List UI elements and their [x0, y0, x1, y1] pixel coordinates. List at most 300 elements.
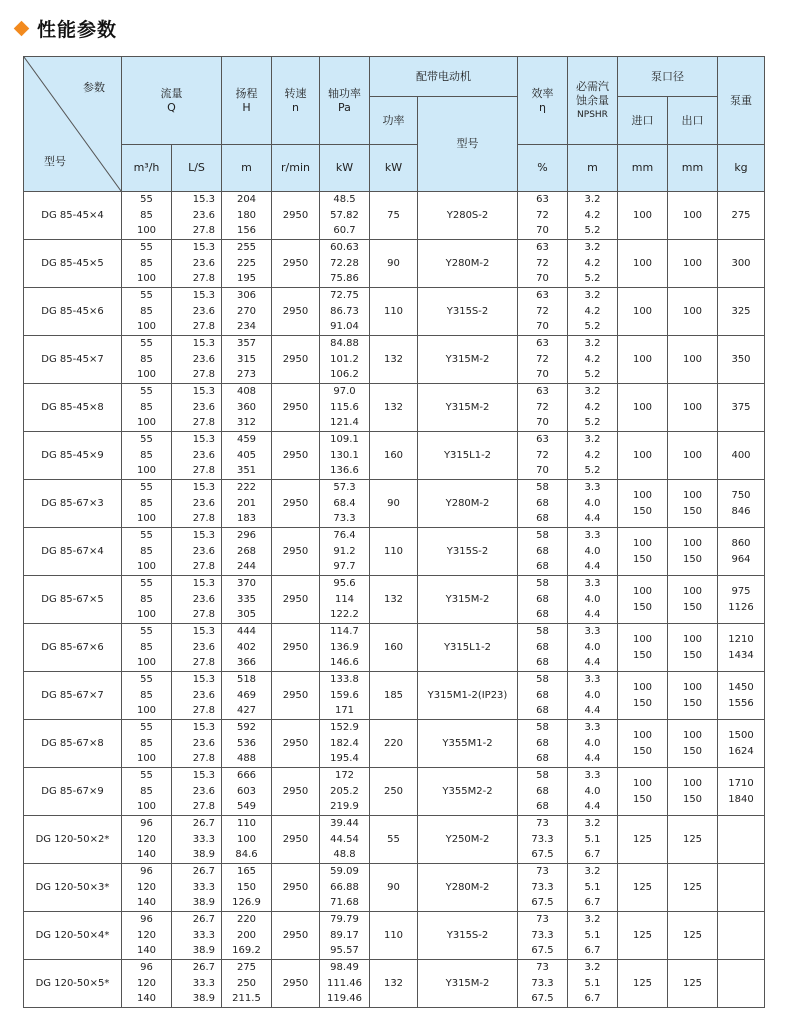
unit-outlet: mm [668, 145, 718, 192]
head-cell-value: 549 [236, 801, 257, 813]
efficiency-cell-value: 73 [536, 914, 549, 926]
inlet-cell [618, 768, 668, 816]
shaft-power-cell-value: 114 [334, 593, 355, 605]
head-cell-value: 273 [236, 369, 257, 381]
flow-ls-cell-value: 27.8 [192, 753, 215, 765]
head-cell-value: 305 [236, 609, 257, 621]
flow-ls-cell-value: 23.6 [192, 689, 215, 701]
table-row [24, 432, 765, 480]
table-row [24, 192, 765, 240]
motor-type-cell: Y315S-2 [418, 288, 518, 336]
outlet-cell [668, 816, 718, 864]
flow-m3h-cell-value: 85 [140, 401, 153, 413]
efficiency-cell-value: 73.3 [531, 977, 554, 989]
shaft-power-cell-value: 195.4 [330, 753, 359, 765]
speed-header: 转速 n [272, 57, 320, 145]
flow-m3h-cell-value: 96 [140, 866, 153, 878]
head-cell [222, 960, 272, 1008]
head-cell-value: 592 [236, 722, 257, 734]
flow-m3h-cell-value: 120 [136, 977, 157, 989]
flow-m3h-cell [122, 624, 172, 672]
flow-ls-cell-value: 38.9 [192, 897, 215, 909]
weight-cell [718, 912, 765, 960]
flow-ls-cell-value: 23.6 [192, 641, 215, 653]
motor-power-cell: 132 [370, 336, 418, 384]
npshr-cell-value: 3.2 [584, 194, 601, 206]
unit-shaft-power: kW [320, 145, 370, 192]
flow-m3h-cell [122, 192, 172, 240]
flow-m3h-cell-value: 85 [140, 353, 153, 365]
flow-ls-cell [172, 240, 222, 288]
unit-flow-m3h: m³/h [122, 145, 172, 192]
head-cell [222, 336, 272, 384]
flow-m3h-cell [122, 432, 172, 480]
weight-cell-value: 1840 [728, 793, 754, 805]
npshr-cell-value: 3.2 [584, 434, 601, 446]
shaft-power-cell-value: 66.88 [330, 881, 359, 893]
weight-cell [718, 240, 765, 288]
npshr-cell-value: 6.7 [584, 945, 601, 957]
inlet-cell-value: 100 [632, 401, 653, 413]
shaft-power-cell-value: 73.3 [333, 513, 356, 525]
flow-ls-cell [172, 960, 222, 1008]
efficiency-cell-value: 58 [536, 674, 549, 686]
shaft-power-cell-value: 91.04 [330, 321, 359, 333]
model-cell: DG 85-45×9 [24, 432, 122, 480]
efficiency-cell-value: 63 [536, 386, 549, 398]
shaft-power-cell-value: 182.4 [330, 737, 359, 749]
shaft-power-cell-value: 119.46 [327, 993, 362, 1005]
npshr-cell-value: 3.3 [584, 626, 601, 638]
motor-power-header: 功率 [370, 97, 418, 145]
flow-m3h-cell-value: 100 [136, 273, 157, 285]
flow-ls-cell-value: 33.3 [192, 929, 215, 941]
efficiency-cell [518, 816, 568, 864]
shaft-power-cell [320, 192, 370, 240]
unit-motor-power: kW [370, 145, 418, 192]
outlet-cell-value: 150 [682, 793, 703, 805]
weight-cell-value: 1710 [728, 777, 754, 789]
flow-ls-cell-value: 27.8 [192, 657, 215, 669]
efficiency-cell-value: 72 [536, 449, 549, 461]
head-cell-value: 296 [236, 530, 257, 542]
npshr-cell [568, 384, 618, 432]
head-cell-value: 405 [236, 449, 257, 461]
head-cell-value: 603 [236, 785, 257, 797]
outlet-cell [668, 720, 718, 768]
flow-m3h-cell-value: 55 [140, 290, 153, 302]
flow-ls-cell-value: 27.8 [192, 369, 215, 381]
head-cell [222, 864, 272, 912]
outlet-cell-value: 100 [682, 209, 703, 221]
weight-cell [718, 192, 765, 240]
speed-cell: 2950 [272, 288, 320, 336]
shaft-power-cell-value: 101.2 [330, 353, 359, 365]
flow-ls-cell-value: 15.3 [192, 578, 215, 590]
model-cell: DG 85-45×5 [24, 240, 122, 288]
efficiency-cell [518, 624, 568, 672]
npshr-cell-value: 4.2 [584, 209, 601, 221]
inlet-cell-value: 150 [632, 649, 653, 661]
inlet-cell-value: 100 [632, 537, 653, 549]
npshr-cell [568, 912, 618, 960]
efficiency-cell [518, 432, 568, 480]
npshr-cell-value: 3.3 [584, 530, 601, 542]
flow-ls-cell-value: 23.6 [192, 401, 215, 413]
weight-cell [718, 576, 765, 624]
head-cell [222, 720, 272, 768]
shaft-power-cell [320, 768, 370, 816]
inlet-cell [618, 864, 668, 912]
flow-m3h-cell-value: 85 [140, 257, 153, 269]
section-title-text: 性能参数 [37, 18, 118, 41]
flow-ls-cell-value: 33.3 [192, 881, 215, 893]
head-cell-value: 275 [236, 962, 257, 974]
inlet-cell-value: 150 [632, 601, 653, 613]
head-cell-value: 312 [236, 417, 257, 429]
flow-m3h-cell-value: 85 [140, 641, 153, 653]
model-cell: DG 85-67×5 [24, 576, 122, 624]
flow-m3h-cell-value: 85 [140, 593, 153, 605]
weight-cell [718, 624, 765, 672]
model-cell: DG 120-50×4* [24, 912, 122, 960]
shaft-power-cell [320, 624, 370, 672]
flow-ls-cell-value: 15.3 [192, 338, 215, 350]
head-cell-value: 402 [236, 641, 257, 653]
motor-power-cell: 110 [370, 912, 418, 960]
speed-cell: 2950 [272, 624, 320, 672]
flow-m3h-cell-value: 96 [140, 914, 153, 926]
flow-ls-cell [172, 192, 222, 240]
flow-ls-cell-value: 23.6 [192, 737, 215, 749]
inlet-cell-value: 150 [632, 553, 653, 565]
efficiency-cell-value: 73.3 [531, 833, 554, 845]
npshr-cell-value: 6.7 [584, 849, 601, 861]
npshr-cell-value: 6.7 [584, 993, 601, 1005]
table-row [24, 768, 765, 816]
flow-m3h-cell [122, 336, 172, 384]
flow-ls-cell-value: 27.8 [192, 465, 215, 477]
model-cell: DG 85-67×3 [24, 480, 122, 528]
head-cell-value: 315 [236, 353, 257, 365]
flow-ls-cell-value: 26.7 [192, 866, 215, 878]
outlet-cell-value: 100 [682, 585, 703, 597]
unit-weight: kg [718, 145, 765, 192]
outlet-cell-value: 100 [682, 729, 703, 741]
shaft-power-cell-value: 152.9 [330, 722, 359, 734]
outlet-cell-value: 125 [682, 881, 703, 893]
shaft-power-cell-value: 79.79 [330, 914, 359, 926]
head-cell-value: 150 [236, 881, 257, 893]
shaft-power-cell-value: 75.86 [330, 273, 359, 285]
head-cell-value: 270 [236, 305, 257, 317]
npshr-cell-value: 5.1 [584, 881, 601, 893]
flow-ls-cell-value: 15.3 [192, 482, 215, 494]
motor-power-cell: 110 [370, 288, 418, 336]
flow-ls-cell-value: 26.7 [192, 818, 215, 830]
efficiency-cell-value: 63 [536, 338, 549, 350]
weight-cell-value: 300 [731, 257, 751, 269]
head-cell [222, 672, 272, 720]
efficiency-cell-value: 58 [536, 482, 549, 494]
npshr-cell-value: 5.2 [584, 225, 601, 237]
table-row [24, 336, 765, 384]
motor-power-cell: 90 [370, 480, 418, 528]
speed-cell: 2950 [272, 912, 320, 960]
weight-cell-value: 325 [731, 305, 751, 317]
efficiency-cell-value: 70 [536, 225, 549, 237]
head-cell [222, 192, 272, 240]
flow-ls-cell-value: 15.3 [192, 626, 215, 638]
model-cell: DG 120-50×5* [24, 960, 122, 1008]
head-header: 扬程 H [222, 57, 272, 145]
flow-m3h-cell-value: 140 [136, 849, 157, 861]
npshr-cell-value: 4.4 [584, 561, 601, 573]
motor-type-cell: Y280M-2 [418, 480, 518, 528]
shaft-power-cell-value: 44.54 [330, 833, 359, 845]
flow-ls-cell [172, 864, 222, 912]
flow-ls-cell-value: 26.7 [192, 914, 215, 926]
head-cell-value: 469 [236, 689, 257, 701]
head-cell-value: 222 [236, 482, 257, 494]
weight-cell-value: 375 [731, 401, 751, 413]
inlet-cell [618, 192, 668, 240]
flow-ls-cell-value: 15.3 [192, 674, 215, 686]
npshr-cell-value: 3.2 [584, 818, 601, 830]
flow-ls-cell-value: 27.8 [192, 417, 215, 429]
head-cell-value: 488 [236, 753, 257, 765]
efficiency-cell-value: 70 [536, 465, 549, 477]
flow-m3h-cell-value: 140 [136, 993, 157, 1005]
shaft-power-cell-value: 98.49 [330, 962, 359, 974]
npshr-cell [568, 192, 618, 240]
speed-cell: 2950 [272, 768, 320, 816]
flow-m3h-cell-value: 120 [136, 833, 157, 845]
flow-ls-cell [172, 912, 222, 960]
head-cell-value: 306 [236, 290, 257, 302]
efficiency-cell-value: 58 [536, 722, 549, 734]
model-cell: DG 85-45×6 [24, 288, 122, 336]
inlet-cell [618, 480, 668, 528]
outlet-cell-value: 100 [682, 449, 703, 461]
motor-type-cell: Y315M-2 [418, 384, 518, 432]
model-cell: DG 85-45×8 [24, 384, 122, 432]
shaft-power-cell-value: 205.2 [330, 785, 359, 797]
head-cell-value: 370 [236, 578, 257, 590]
shaft-power-cell-value: 133.8 [330, 674, 359, 686]
unit-efficiency: % [518, 145, 568, 192]
speed-cell: 2950 [272, 384, 320, 432]
flow-ls-cell-value: 15.3 [192, 434, 215, 446]
weight-cell [718, 288, 765, 336]
weight-cell-value: 1450 [728, 681, 754, 693]
motor-power-cell: 75 [370, 192, 418, 240]
npshr-cell [568, 336, 618, 384]
npshr-cell-value: 4.0 [584, 785, 601, 797]
shaft-power-cell-value: 171 [334, 705, 355, 717]
flow-m3h-cell [122, 480, 172, 528]
head-cell [222, 432, 272, 480]
outlet-cell [668, 240, 718, 288]
shaft-power-cell [320, 960, 370, 1008]
weight-cell-value: 1500 [728, 729, 754, 741]
inlet-cell [618, 528, 668, 576]
flow-m3h-cell [122, 816, 172, 864]
npshr-cell [568, 432, 618, 480]
table-row [24, 480, 765, 528]
table-row [24, 960, 765, 1008]
flow-ls-cell [172, 336, 222, 384]
outlet-cell [668, 576, 718, 624]
efficiency-cell [518, 960, 568, 1008]
shaft-power-cell-value: 84.88 [330, 338, 359, 350]
inlet-cell-value: 125 [632, 977, 653, 989]
efficiency-cell-value: 73 [536, 818, 549, 830]
inlet-header: 进口 [618, 97, 668, 145]
efficiency-cell-value: 63 [536, 434, 549, 446]
efficiency-cell-value: 73.3 [531, 929, 554, 941]
unit-speed: r/min [272, 145, 320, 192]
npshr-cell-value: 4.0 [584, 497, 601, 509]
flow-m3h-cell-value: 55 [140, 194, 153, 206]
efficiency-cell-value: 68 [536, 801, 549, 813]
inlet-cell-value: 100 [632, 209, 653, 221]
flow-ls-cell-value: 23.6 [192, 593, 215, 605]
efficiency-cell-value: 58 [536, 626, 549, 638]
outlet-cell-value: 125 [682, 929, 703, 941]
outlet-cell [668, 768, 718, 816]
shaft-power-cell [320, 480, 370, 528]
shaft-power-cell-value: 106.2 [330, 369, 359, 381]
efficiency-cell-value: 68 [536, 785, 549, 797]
inlet-cell [618, 576, 668, 624]
weight-cell-value: 400 [731, 449, 751, 461]
efficiency-cell-value: 70 [536, 321, 549, 333]
head-cell-value: 204 [236, 194, 257, 206]
shaft-power-cell-value: 39.44 [330, 818, 359, 830]
inlet-cell [618, 720, 668, 768]
flow-m3h-cell [122, 576, 172, 624]
weight-cell [718, 768, 765, 816]
flow-ls-cell [172, 528, 222, 576]
efficiency-cell-value: 68 [536, 689, 549, 701]
flow-m3h-cell-value: 55 [140, 242, 153, 254]
shaft-power-cell-value: 72.28 [330, 257, 359, 269]
unit-npshr: m [568, 145, 618, 192]
efficiency-header: 效率 η [518, 57, 568, 145]
head-cell-value: 84.6 [235, 849, 258, 861]
weight-cell-value: 350 [731, 353, 751, 365]
efficiency-cell-value: 58 [536, 530, 549, 542]
efficiency-cell-value: 67.5 [531, 849, 554, 861]
shaft-power-cell-value: 48.5 [333, 194, 356, 206]
weight-cell [718, 336, 765, 384]
shaft-power-cell-value: 122.2 [330, 609, 359, 621]
outlet-cell-value: 100 [682, 257, 703, 269]
npshr-cell [568, 240, 618, 288]
flow-ls-cell [172, 384, 222, 432]
npshr-cell-value: 5.1 [584, 929, 601, 941]
head-cell [222, 240, 272, 288]
npshr-cell-value: 5.2 [584, 417, 601, 429]
head-cell-value: 211.5 [232, 993, 261, 1005]
flow-ls-cell-value: 33.3 [192, 833, 215, 845]
outlet-cell [668, 912, 718, 960]
efficiency-cell-value: 68 [536, 513, 549, 525]
shaft-power-cell [320, 288, 370, 336]
head-cell-value: 220 [236, 914, 257, 926]
shaft-power-cell-value: 115.6 [330, 401, 359, 413]
flow-m3h-cell-value: 100 [136, 705, 157, 717]
weight-cell [718, 528, 765, 576]
head-cell-value: 165 [236, 866, 257, 878]
outlet-cell [668, 624, 718, 672]
shaft-power-cell-value: 136.6 [330, 465, 359, 477]
head-cell [222, 912, 272, 960]
shaft-power-cell [320, 576, 370, 624]
shaft-power-cell-value: 86.73 [330, 305, 359, 317]
speed-cell: 2950 [272, 960, 320, 1008]
speed-cell: 2950 [272, 576, 320, 624]
inlet-cell-value: 125 [632, 833, 653, 845]
outlet-cell-value: 150 [682, 745, 703, 757]
npshr-cell [568, 864, 618, 912]
inlet-cell-value: 150 [632, 505, 653, 517]
head-cell-value: 335 [236, 593, 257, 605]
npshr-cell-value: 5.2 [584, 369, 601, 381]
efficiency-cell-value: 68 [536, 641, 549, 653]
motor-type-cell: Y315S-2 [418, 912, 518, 960]
efficiency-cell-value: 63 [536, 194, 549, 206]
flow-m3h-cell [122, 768, 172, 816]
weight-cell-value: 1624 [728, 745, 754, 757]
efficiency-cell-value: 68 [536, 705, 549, 717]
inlet-cell-value: 100 [632, 729, 653, 741]
flow-m3h-cell-value: 140 [136, 897, 157, 909]
speed-cell: 2950 [272, 528, 320, 576]
npshr-cell-value: 4.4 [584, 801, 601, 813]
npshr-cell-value: 3.2 [584, 866, 601, 878]
motor-type-cell: Y280S-2 [418, 192, 518, 240]
head-cell [222, 768, 272, 816]
outlet-cell-value: 125 [682, 833, 703, 845]
head-cell-value: 255 [236, 242, 257, 254]
motor-type-cell: Y355M1-2 [418, 720, 518, 768]
efficiency-cell [518, 192, 568, 240]
motor-type-cell: Y315L1-2 [418, 624, 518, 672]
flow-m3h-cell-value: 55 [140, 578, 153, 590]
npshr-cell-value: 4.4 [584, 513, 601, 525]
efficiency-cell-value: 72 [536, 353, 549, 365]
efficiency-cell-value: 72 [536, 305, 549, 317]
npshr-cell [568, 960, 618, 1008]
head-cell-value: 459 [236, 434, 257, 446]
flow-header: 流量 Q [122, 57, 222, 145]
head-cell-value: 200 [236, 929, 257, 941]
flow-ls-cell-value: 26.7 [192, 962, 215, 974]
shaft-power-cell [320, 336, 370, 384]
flow-ls-cell-value: 33.3 [192, 977, 215, 989]
speed-cell: 2950 [272, 240, 320, 288]
flow-m3h-cell [122, 672, 172, 720]
npshr-cell [568, 480, 618, 528]
outlet-cell-value: 150 [682, 697, 703, 709]
inlet-cell [618, 432, 668, 480]
motor-power-cell: 132 [370, 576, 418, 624]
efficiency-cell-value: 63 [536, 290, 549, 302]
efficiency-cell-value: 72 [536, 401, 549, 413]
flow-m3h-cell-value: 85 [140, 689, 153, 701]
